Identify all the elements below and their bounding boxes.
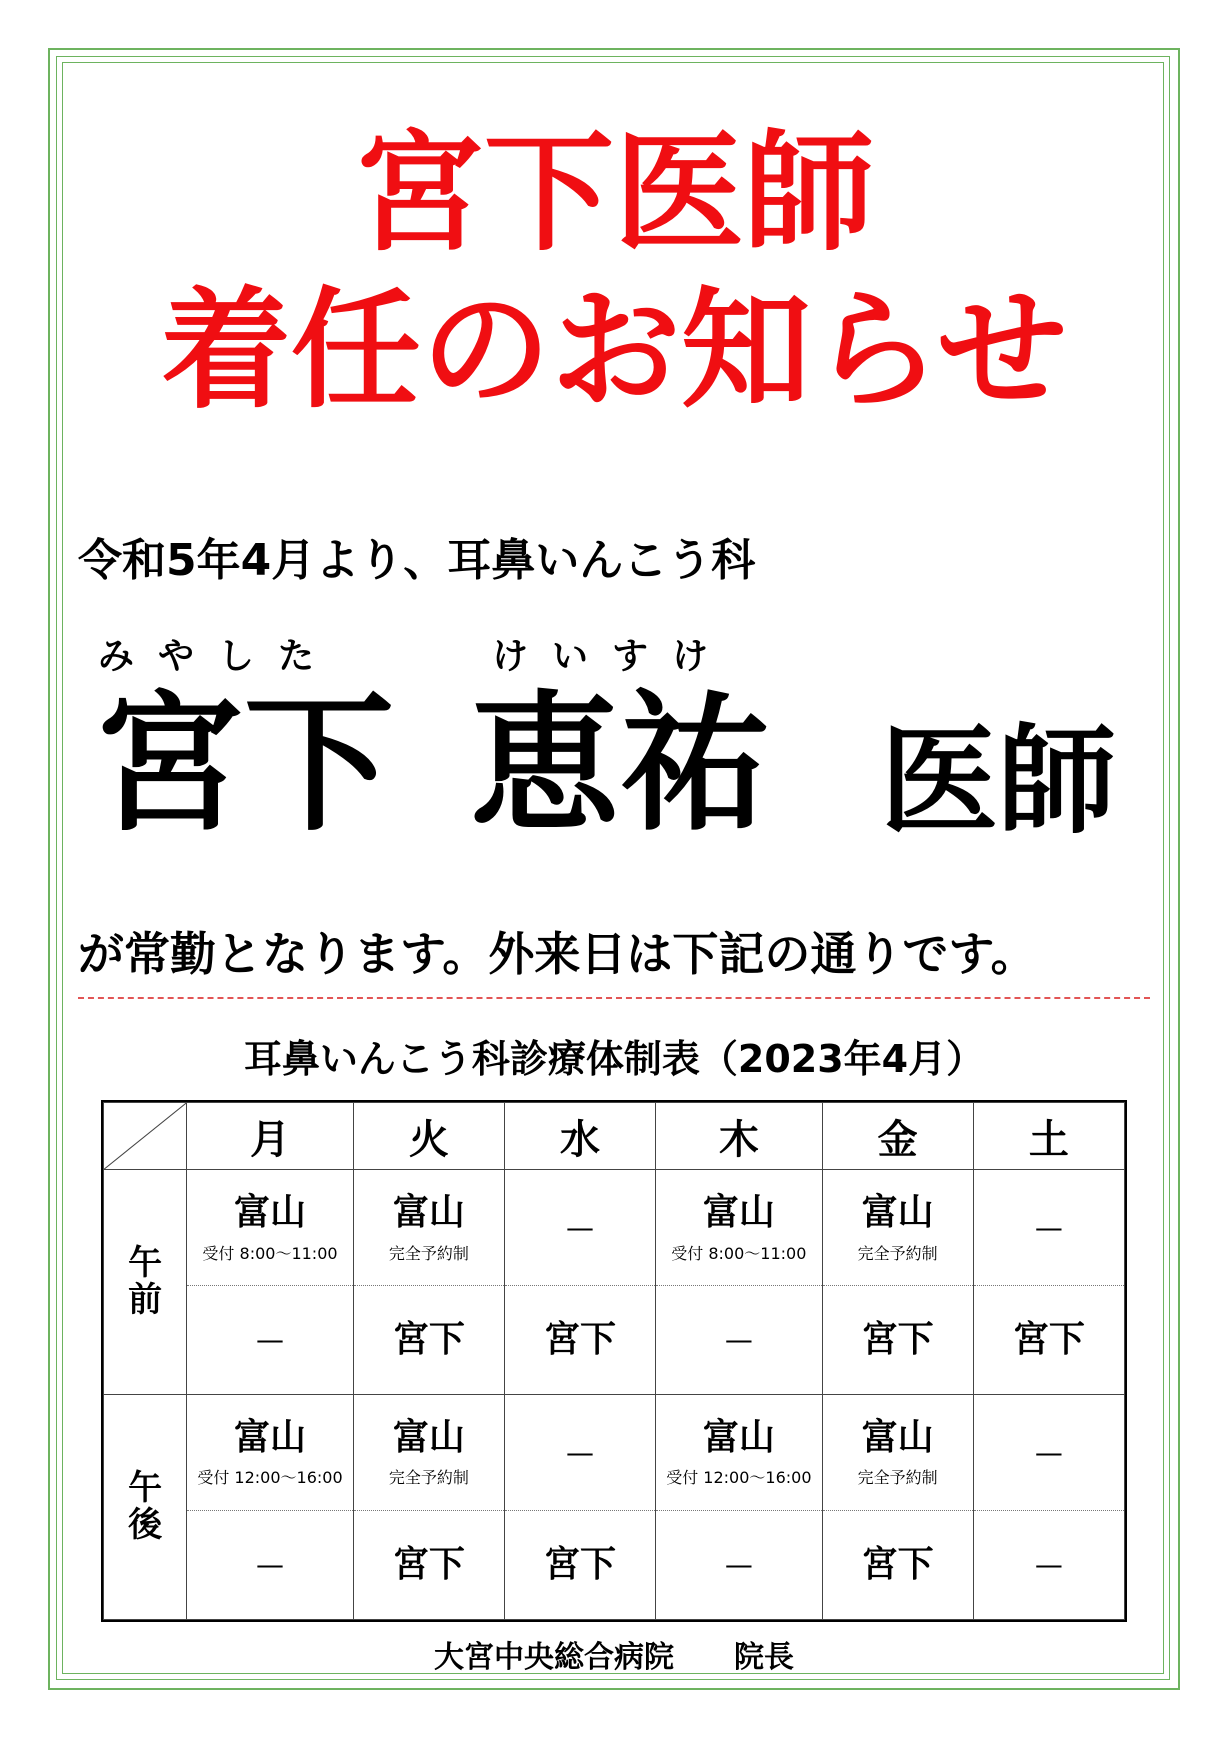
reception-note: 受付 8:00〜11:00	[202, 1243, 338, 1263]
no-clinic-mark: —	[566, 1210, 594, 1244]
doctor-name: 宮下	[392, 1319, 465, 1361]
afternoon-label	[104, 1395, 187, 1620]
divider	[78, 997, 1150, 999]
no-clinic-mark: —	[1034, 1548, 1063, 1582]
doctor-name: 宮下	[1012, 1319, 1085, 1361]
reception-note: 完全予約制	[388, 1468, 469, 1488]
no-clinic-mark: —	[1034, 1210, 1063, 1244]
pm-slot-2	[353, 1510, 504, 1619]
am-slot-2	[973, 1285, 1124, 1394]
no-clinic-mark: —	[256, 1323, 284, 1357]
pm-slot-2	[822, 1510, 973, 1619]
pm-slot-2	[504, 1510, 655, 1619]
am-slot-2	[504, 1285, 655, 1394]
no-clinic-mark: —	[256, 1548, 284, 1582]
am-slot	[187, 1170, 354, 1285]
am-slot	[822, 1170, 973, 1285]
doctor-name: 宮下	[392, 1544, 465, 1586]
pm-slot	[353, 1395, 504, 1510]
doctor-name: 富山	[702, 1192, 775, 1234]
intro-text: 令和5年4月より、耳鼻いんこう科	[78, 535, 756, 586]
morning-label-2: 前	[128, 1280, 163, 1321]
doctor-name: 宮下	[544, 1544, 617, 1586]
pm-slot	[973, 1395, 1124, 1510]
pm-slot-2	[656, 1510, 823, 1619]
reception-note: 完全予約制	[857, 1468, 938, 1488]
doctor-name: 富山	[861, 1417, 934, 1459]
doctor-name: 富山	[861, 1192, 934, 1234]
pm-slot	[656, 1395, 823, 1510]
closing-text: が常勤となります。外来日は下記の通りです。	[78, 927, 1037, 981]
pm-slot	[504, 1395, 655, 1510]
schedule-table	[101, 1100, 1127, 1622]
footer-signature: 大宮中央総合病院 院長	[434, 1640, 794, 1675]
doctor-name: 富山	[233, 1192, 306, 1234]
ruby-given-name: けいすけ	[492, 636, 733, 677]
morning-row-1	[104, 1170, 1125, 1285]
day-header: 金	[822, 1103, 973, 1170]
no-clinic-mark: —	[566, 1435, 594, 1469]
doctor-name: 富山	[702, 1417, 775, 1459]
day-header: 土	[973, 1103, 1124, 1170]
doctor-name: 富山	[392, 1417, 465, 1459]
reception-note: 受付 12:00〜16:00	[197, 1468, 343, 1488]
afternoon-label-1: 午	[128, 1467, 163, 1508]
reception-note: 完全予約制	[857, 1243, 938, 1263]
afternoon-row-2	[104, 1510, 1125, 1619]
am-slot	[353, 1170, 504, 1285]
doctor-name: 富山	[233, 1417, 306, 1459]
ruby-family-name: みやした	[98, 636, 339, 677]
doctor-family-name: 宮下	[94, 678, 395, 852]
table-corner	[104, 1103, 187, 1170]
table-caption: 耳鼻いんこう科診療体制表（2023年4月）	[243, 1037, 985, 1081]
morning-label-1: 午	[128, 1242, 163, 1283]
doctor-name: 宮下	[544, 1319, 617, 1361]
morning-row-2	[104, 1285, 1125, 1394]
title-line-2: 着任のお知らせ	[160, 274, 1068, 426]
afternoon-label-2: 後	[128, 1505, 163, 1546]
reception-note: 完全予約制	[388, 1243, 469, 1263]
morning-label	[104, 1170, 187, 1395]
doctor-name: 宮下	[861, 1319, 934, 1361]
reception-note: 受付 12:00〜16:00	[666, 1468, 812, 1488]
doctor-name: 富山	[392, 1192, 465, 1234]
am-slot-2	[187, 1285, 354, 1394]
no-clinic-mark: —	[724, 1323, 753, 1357]
pm-slot-2	[187, 1510, 354, 1619]
day-header: 月	[187, 1103, 354, 1170]
am-slot-2	[822, 1285, 973, 1394]
pm-slot	[187, 1395, 354, 1510]
no-clinic-mark: —	[724, 1548, 753, 1582]
am-slot-2	[353, 1285, 504, 1394]
pm-slot-2	[973, 1510, 1124, 1619]
doctor-title: 医師	[880, 712, 1117, 850]
am-slot	[973, 1170, 1124, 1285]
pm-slot	[822, 1395, 973, 1510]
doctor-given-name: 恵祐	[470, 678, 771, 852]
am-slot-2	[656, 1285, 823, 1394]
corner-slash	[104, 1103, 186, 1169]
no-clinic-mark: —	[1034, 1435, 1063, 1469]
am-slot	[656, 1170, 823, 1285]
afternoon-row-1	[104, 1395, 1125, 1510]
reception-note: 受付 8:00〜11:00	[671, 1243, 807, 1263]
am-slot	[504, 1170, 655, 1285]
day-header: 木	[656, 1103, 823, 1170]
doctor-name: 宮下	[861, 1544, 934, 1586]
title-line-1: 宮下医師	[353, 117, 874, 269]
day-header: 水	[504, 1103, 655, 1170]
day-header: 火	[353, 1103, 504, 1170]
table-header-row	[104, 1103, 1125, 1170]
